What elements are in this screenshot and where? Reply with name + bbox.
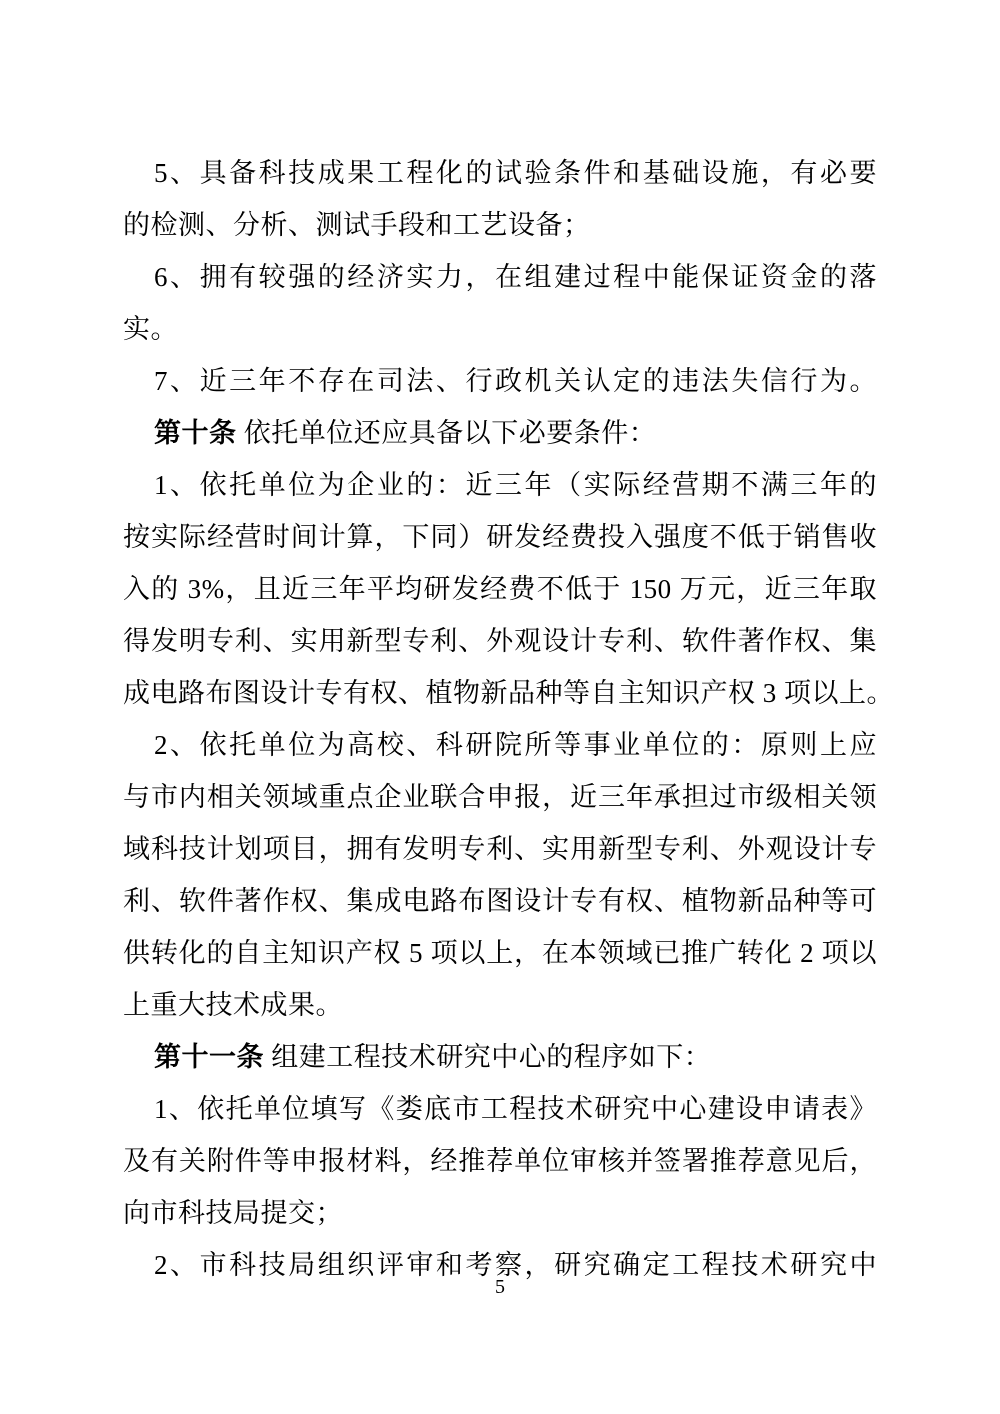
text-line — [123, 667, 894, 719]
paragraph — [123, 1031, 877, 1083]
text-line — [123, 303, 877, 355]
paragraph — [123, 147, 877, 251]
text-line — [123, 1187, 877, 1239]
text-run: 成电路布图设计专有权、植物新品种等自主知识产权 3 项以上。 — [123, 678, 894, 708]
text-run: 入的 3%，且近三年平均研发经费不低于 150 万元，近三年取 — [123, 574, 877, 604]
text-run: 7、近三年不存在司法、行政机关认定的违法失信行为。 — [154, 366, 877, 396]
text-line — [123, 1031, 877, 1083]
text-line — [123, 511, 877, 563]
paragraph — [123, 459, 894, 719]
section-heading: 第十条 — [154, 418, 237, 448]
text-line — [123, 563, 877, 615]
text-run: 利、软件著作权、集成电路布图设计专有权、植物新品种等可 — [123, 886, 877, 916]
document-body — [123, 147, 894, 1291]
text-line — [123, 1083, 877, 1135]
text-line — [123, 823, 877, 875]
paragraph — [123, 1083, 877, 1239]
section-heading: 第十一条 — [154, 1042, 264, 1072]
text-run: 域科技计划项目，拥有发明专利、实用新型专利、外观设计专 — [123, 834, 877, 864]
text-run: 1、依托单位为企业的：近三年（实际经营期不满三年的 — [154, 470, 877, 500]
text-line — [123, 407, 877, 459]
text-run: 供转化的自主知识产权 5 项以上，在本领域已推广转化 2 项以 — [123, 938, 877, 968]
text-line — [123, 719, 877, 771]
text-line — [123, 615, 877, 667]
text-line — [123, 147, 877, 199]
text-run: 与市内相关领域重点企业联合申报，近三年承担过市级相关领 — [123, 782, 877, 812]
text-run: 6、拥有较强的经济实力，在组建过程中能保证资金的落 — [154, 262, 877, 292]
paragraph — [123, 251, 877, 355]
paragraph — [123, 407, 877, 459]
paragraph — [123, 719, 877, 1031]
text-line — [123, 875, 877, 927]
text-run: 组建工程技术研究中心的程序如下： — [264, 1042, 712, 1072]
text-run: 实。 — [123, 314, 178, 344]
text-run: 2、市科技局组织评审和考察，研究确定工程技术研究中 — [154, 1250, 877, 1280]
text-line — [123, 459, 877, 511]
paragraph — [123, 355, 877, 407]
text-run: 依托单位还应具备以下必要条件： — [236, 418, 657, 448]
text-run: 得发明专利、实用新型专利、外观设计专利、软件著作权、集 — [123, 626, 877, 656]
text-line — [123, 927, 877, 979]
text-run: 上重大技术成果。 — [123, 990, 343, 1020]
text-line — [123, 979, 877, 1031]
text-line — [123, 1135, 877, 1187]
text-run: 的检测、分析、测试手段和工艺设备； — [123, 210, 591, 240]
text-run: 1、依托单位填写《娄底市工程技术研究中心建设申请表》 — [154, 1094, 877, 1124]
page-number: 5 — [495, 1276, 505, 1298]
text-line — [123, 355, 877, 407]
text-run: 2、依托单位为高校、科研院所等事业单位的：原则上应 — [154, 730, 877, 760]
text-line — [123, 771, 877, 823]
text-line — [123, 199, 877, 251]
text-run: 向市科技局提交； — [123, 1198, 343, 1228]
text-line — [123, 251, 877, 303]
text-run: 按实际经营时间计算，下同）研发经费投入强度不低于销售收 — [123, 522, 877, 552]
text-run: 及有关附件等申报材料，经推荐单位审核并签署推荐意见后， — [123, 1146, 877, 1176]
text-run: 5、具备科技成果工程化的试验条件和基础设施，有必要 — [154, 158, 877, 188]
